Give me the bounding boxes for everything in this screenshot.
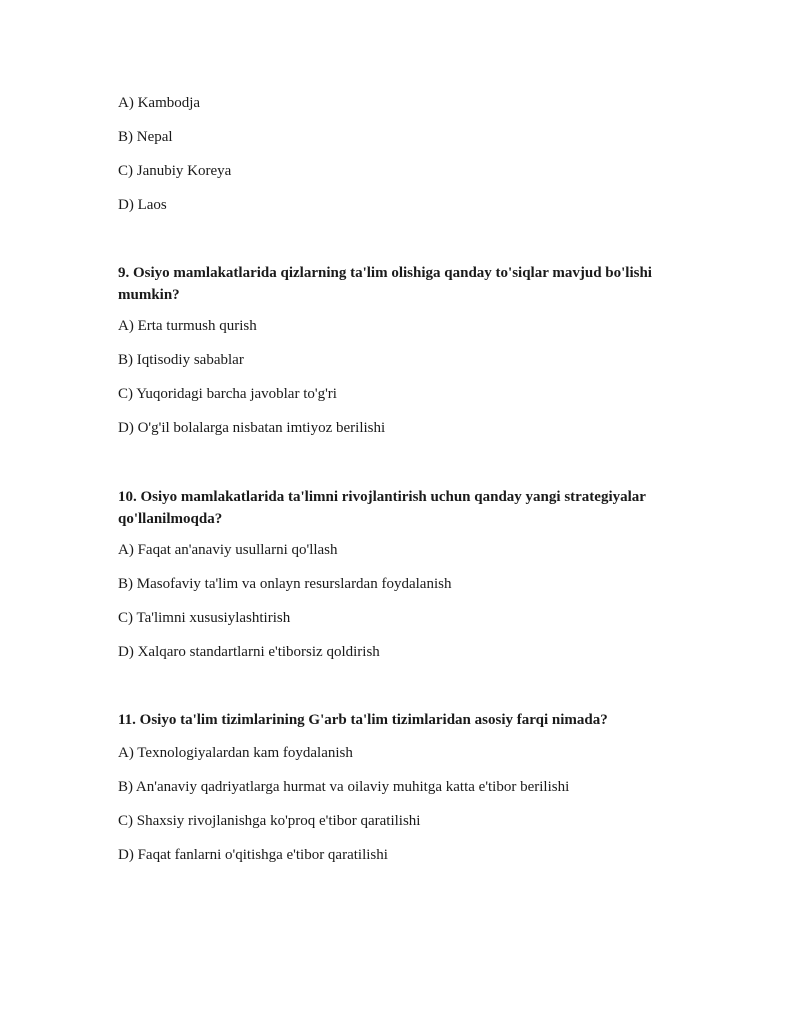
question-10-text: 10. Osiyo mamlakatlarida ta'limni rivojlantirish uchun qanday yangi strategiyalar qo'llanilmoqda?	[118, 489, 646, 527]
question-9-option-a: A) Erta turmush qurish	[118, 318, 257, 334]
question-11-text: 11. Osiyo ta'lim tizimlarining G'arb ta'lim tizimlaridan asosiy farqi nimada?	[118, 712, 608, 728]
option-a: A) Kambodja	[118, 95, 201, 111]
question-9-option-b: B) Iqtisodiy sabablar	[118, 352, 244, 368]
option-b: B) Nepal	[118, 129, 173, 145]
question-11-option-c: C) Shaxsiy rivojlanishga ko'proq e'tibor qaratilishi	[118, 813, 421, 829]
question-9-option-d: D) O'g'il bolalarga nisbatan imtiyoz berilishi	[118, 420, 386, 436]
question-9-option-c: C) Yuqoridagi barcha javoblar to'g'ri	[118, 386, 337, 402]
question-11-option-a: A) Texnologiyalardan kam foydalanish	[118, 745, 353, 761]
option-d: D) Laos	[118, 197, 167, 213]
question-10-option-d: D) Xalqaro standartlarni e'tiborsiz qoldirish	[118, 644, 380, 660]
question-10-option-c: C) Ta'limni xususiylashtirish	[118, 610, 291, 626]
question-11-option-b: B) An'anaviy qadriyatlarga hurmat va oilaviy muhitga katta e'tibor berilishi	[118, 779, 570, 795]
option-c: C) Janubiy Koreya	[118, 163, 232, 179]
question-9-text: 9. Osiyo mamlakatlarida qizlarning ta'lim olishiga qanday to'siqlar mavjud bo'lishi mumkin?	[118, 265, 652, 303]
question-10-option-b: B) Masofaviy ta'lim va onlayn resurslardan foydalanish	[118, 576, 452, 592]
question-10-option-a: A) Faqat an'anaviy usullarni qo'llash	[118, 542, 338, 558]
question-11-option-d: D) Faqat fanlarni o'qitishga e'tibor qaratilishi	[118, 847, 388, 863]
